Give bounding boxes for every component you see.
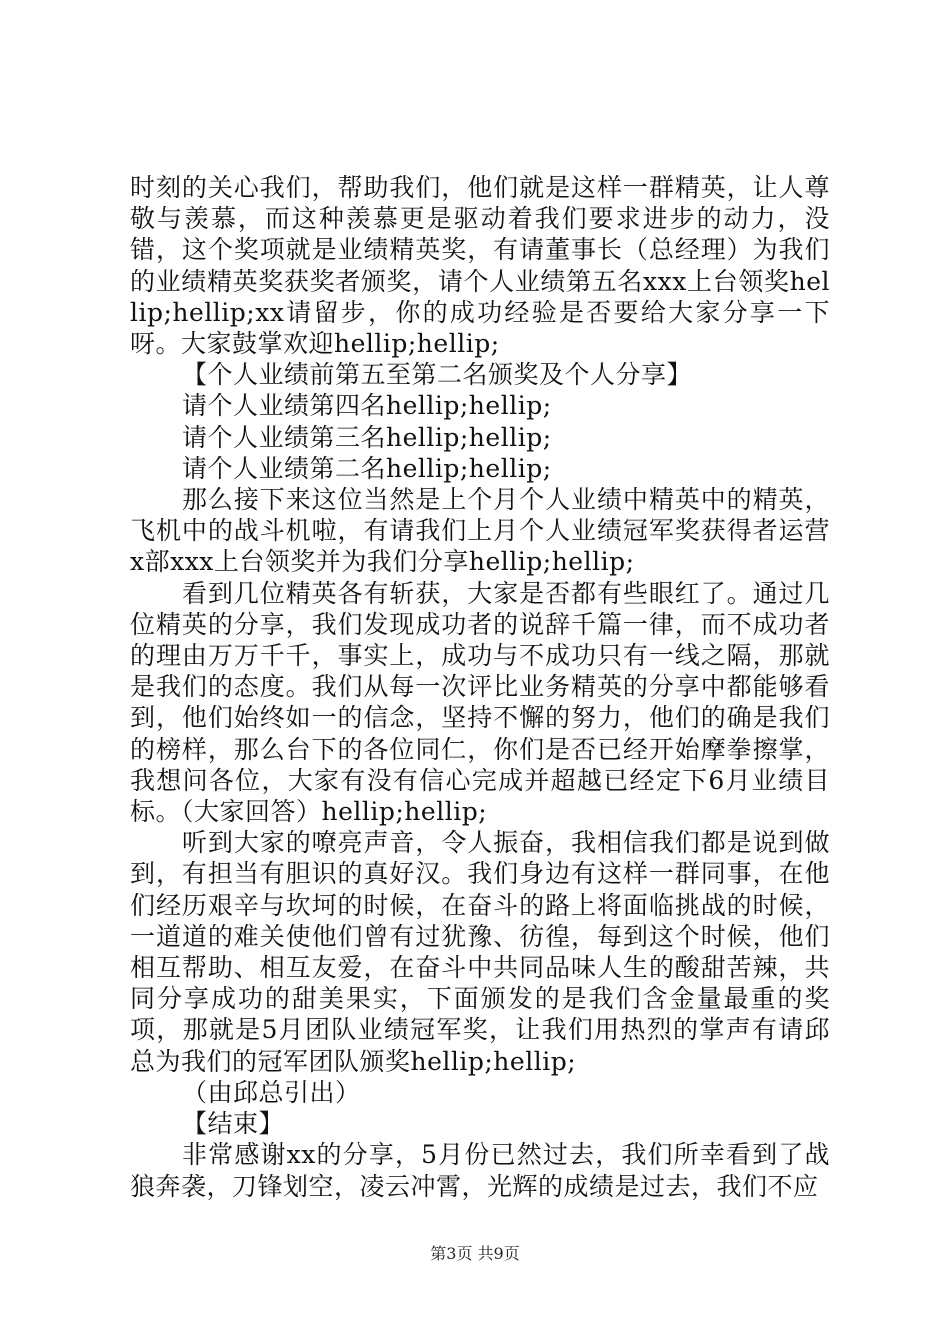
paragraph-7: 看到几位精英各有斩获，大家是否都有些眼红了。通过几位精英的分享，我们发现成功者的说辞千篇一律，而不成功者的理由万万千千，事实上，成功与不成功只有一线之隔，那就是我们的态度。我们从每一次评比业务精英的分享中都能够看到，他们始终如一的信念，坚持不懈的努力，他们的确是我们的榜样，那么台下的各位同仁，你们是否已经开始摩拳擦掌，我想问各位，大家有没有信心完成并超越已经定下6月业绩目标。（大家回答）hellip;hellip; xyxy=(130,578,830,827)
paragraph-8: 听到大家的嘹亮声音，令人振奋，我相信我们都是说到做到，有担当有胆识的真好汉。我们身边有这样一群同事，在他们经历艰辛与坎坷的时候，在奋斗的路上将面临挑战的时候，一道道的难关使他们曾有过犹豫、彷徨，每到这个时候，他们相互帮助、相互友爱，在奋斗中共同品味人生的酸甜苦辣，共同分享成功的甜美果实，下面颁发的是我们含金量最重的奖项，那就是5月团队业绩冠军奖，让我们用热烈的掌声有请邱总为我们的冠军团队颁奖hellip;hellip; xyxy=(130,828,830,1076)
paragraph-3: 请个人业绩第四名hellip;hellip; xyxy=(182,391,552,421)
document-body xyxy=(130,172,830,1202)
paragraph-5: 请个人业绩第二名hellip;hellip; xyxy=(182,453,552,483)
paragraph-1: 时刻的关心我们，帮助我们，他们就是这样一群精英，让人尊敬与羡慕，而这种羡慕更是驱动着我们要求进步的动力，没错，这个奖项就是业绩精英奖，有请董事长（总经理）为我们的业绩精英奖获奖者颁奖，请个人业绩第五名xxx上台领奖hellip;hellip;xx请留步，你的成功经验是否要给大家分享一下呀。大家鼓掌欢迎hellip;hellip; xyxy=(130,173,830,359)
paragraph-10: 【结束】 xyxy=(182,1109,285,1139)
paragraph-4: 请个人业绩第三名hellip;hellip; xyxy=(182,422,552,452)
page-footer xyxy=(0,1244,950,1264)
paragraph-2: 【个人业绩前第五至第二名颁奖及个人分享】 xyxy=(182,360,693,390)
paragraph-9: （由邱总引出） xyxy=(182,1077,361,1107)
paragraph-6: 那么接下来这位当然是上个月个人业绩中精英中的精英，飞机中的战斗机啦，有请我们上月个人业绩冠军奖获得者运营x部xxx上台领奖并为我们分享hellip;hellip; xyxy=(130,485,830,577)
paragraph-11: 非常感谢xx的分享，5月份已然过去，我们所幸看到了战狼奔袭，刀锋划空，凌云冲霄，光辉的成绩是过去，我们不应 xyxy=(130,1140,830,1201)
page-number-label: 第3页 共9页 xyxy=(430,1244,520,1263)
